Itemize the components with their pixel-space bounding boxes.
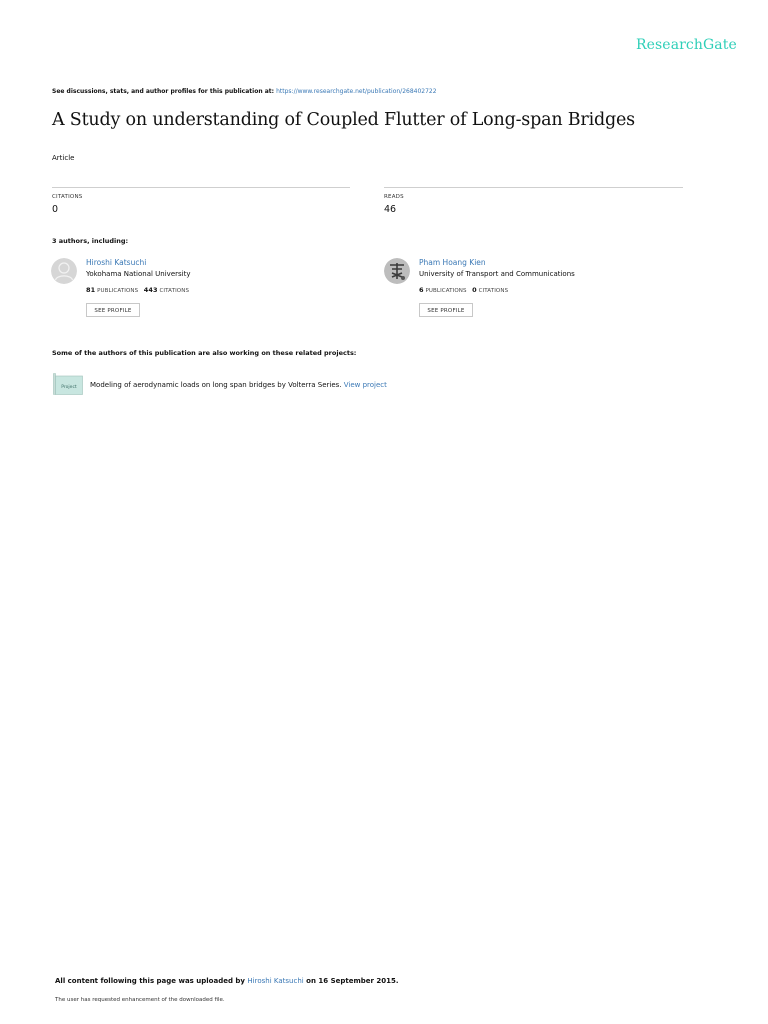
- upload-prefix: All content following this page was uploaded by: [55, 977, 245, 985]
- publication-title: A Study on understanding of Coupled Flutter of Long-span Bridges: [52, 110, 635, 130]
- authors-heading: 3 authors, including:: [52, 237, 129, 245]
- article-type: Article: [52, 154, 75, 162]
- folder-icon: [53, 373, 83, 395]
- author-2-see-profile-button[interactable]: SEE PROFILE: [419, 303, 473, 317]
- author-1-publications-label: PUBLICATIONS: [97, 288, 139, 294]
- citations-divider: [52, 187, 350, 188]
- project-description: Modeling of aerodynamic loads on long span bridges by Volterra Series.: [90, 381, 342, 389]
- citations-label: CITATIONS: [52, 194, 83, 200]
- publication-url-link[interactable]: https://www.researchgate.net/publication/268402722: [276, 88, 437, 95]
- author-1-name-link[interactable]: Hiroshi Katsuchi: [86, 258, 147, 267]
- reads-value: 46: [384, 204, 397, 215]
- author-1-see-profile-button[interactable]: SEE PROFILE: [86, 303, 140, 317]
- discussion-line: [52, 88, 437, 95]
- author-2-publications-count: 6: [419, 286, 424, 294]
- researchgate-logo[interactable]: ResearchGate: [636, 37, 737, 53]
- related-projects-heading: Some of the authors of this publication are also working on these related projects:: [52, 349, 357, 357]
- upload-notice: [55, 977, 399, 985]
- author-2-affiliation: University of Transport and Communications: [419, 270, 575, 278]
- author-2-metrics: [419, 286, 508, 294]
- upload-suffix: on 16 September 2015.: [306, 977, 399, 985]
- author-2-avatar[interactable]: [384, 258, 410, 284]
- reads-divider: [384, 187, 683, 188]
- project-entry: [90, 381, 387, 389]
- author-1-publications-count: 81: [86, 286, 96, 294]
- reads-label: READS: [384, 194, 404, 200]
- author-1-citations-count: 443: [143, 286, 158, 294]
- project-folder-icon[interactable]: [53, 373, 83, 395]
- author-1-citations-label: CITATIONS: [159, 288, 190, 294]
- discussion-text: See discussions, stats, and author profiles for this publication at:: [52, 88, 275, 95]
- author-2-name-link[interactable]: Pham Hoang Kien: [419, 258, 486, 267]
- view-project-link[interactable]: View project: [343, 381, 387, 389]
- author-2-citations-label: CITATIONS: [478, 288, 509, 294]
- author-2-publications-label: PUBLICATIONS: [425, 288, 467, 294]
- author-2-citations-count: 0: [472, 286, 477, 294]
- enhancement-note: The user has requested enhancement of the downloaded file.: [55, 997, 225, 1003]
- author-1-metrics: [86, 286, 189, 294]
- author-1-avatar[interactable]: [51, 258, 77, 284]
- default-user-icon: [51, 258, 77, 284]
- uploader-link[interactable]: Hiroshi Katsuchi: [247, 977, 304, 985]
- citations-value: 0: [52, 204, 59, 215]
- author-photo-icon: [384, 258, 410, 284]
- author-1-affiliation: Yokohama National University: [86, 270, 191, 278]
- project-icon-label: Project: [61, 385, 77, 390]
